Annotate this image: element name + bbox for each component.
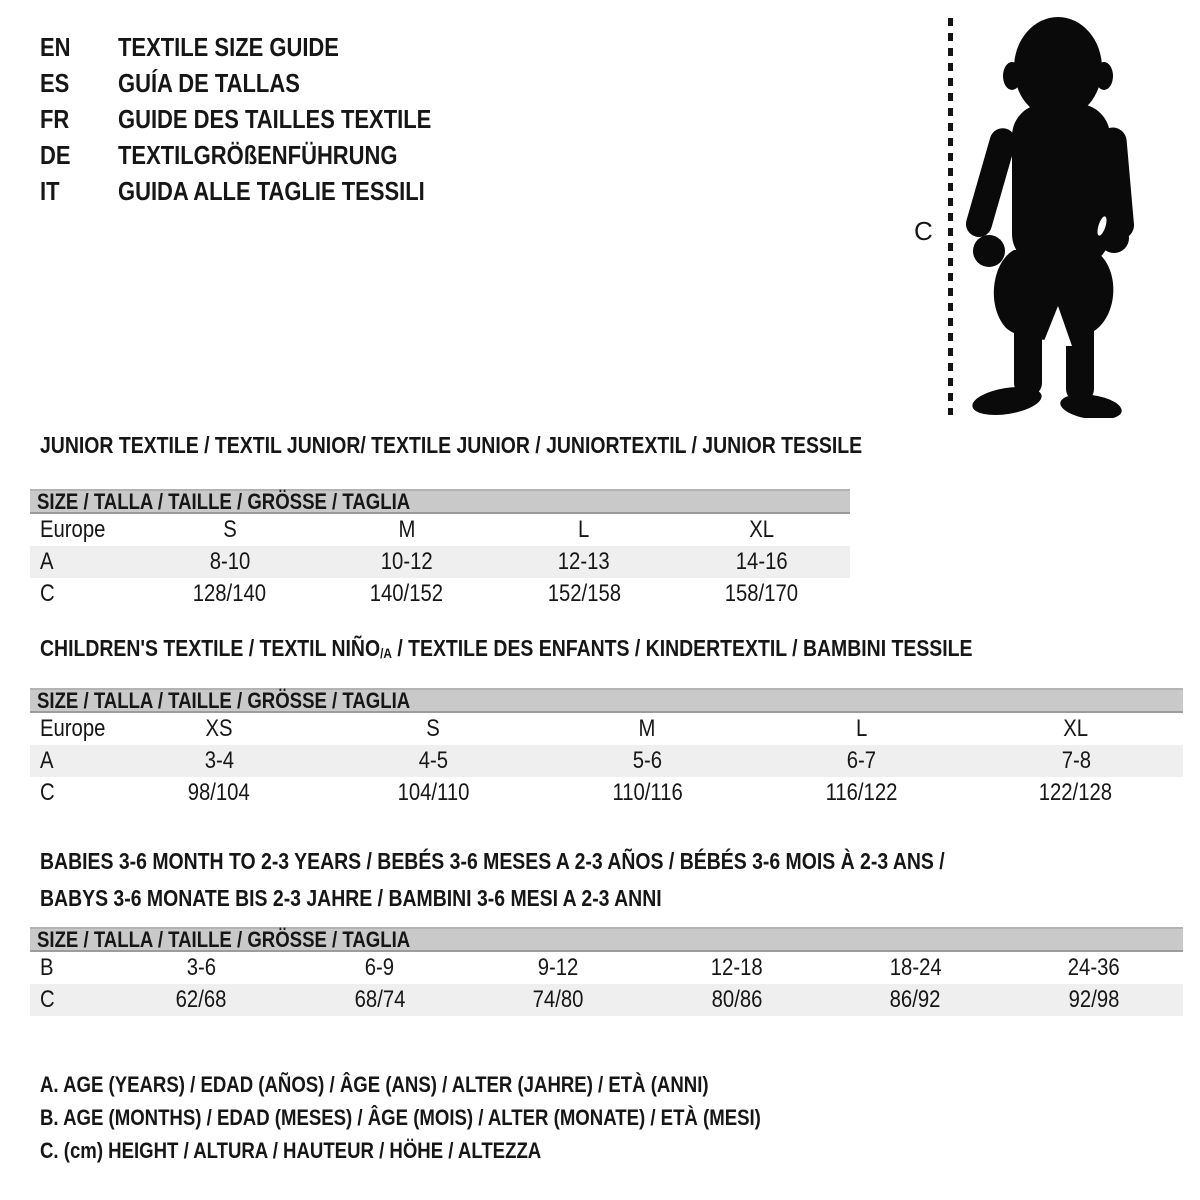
row-label: A [40,548,54,575]
children-size-table [30,713,1183,809]
language-code [40,173,118,209]
row-label: C [40,986,55,1013]
cell-value: 104/110 [397,779,470,806]
cell-value: 7-8 [1061,747,1091,774]
cell-value: 110/116 [612,779,683,806]
babies-heading-line1: BABIES 3-6 MONTH TO 2-3 YEARS / BEBÉS 3-6 MESES A 2-3 AÑOS / BÉBÉS 3-6 MOIS À 2-3 ANS / [40,848,945,874]
column-header: XS [205,715,233,742]
guide-title-text: TEXTILE SIZE GUIDE [118,32,339,62]
guide-title [118,137,489,173]
cell-value: 92/98 [1068,986,1120,1013]
language-code [40,65,118,101]
cell-value: 62/68 [175,986,227,1013]
cell-value: 116/122 [825,779,898,806]
table-row [30,745,1183,777]
column-header: M [639,715,656,742]
cell-value: 12-13 [558,548,611,575]
legend-line-c-text: C. (cm) HEIGHT / ALTURA / HAUTEUR / HÖHE / ALTEZZA [40,1138,542,1163]
language-title-block [40,29,489,209]
legend-line-b-text: B. AGE (MONTHS) / EDAD (MESES) / ÂGE (MOIS) / ALTER (MONATE) / ETÀ (MESI) [40,1105,761,1130]
children-heading-subscript: /A [380,645,392,661]
guide-title-text: GUIDE DES TAILLES TEXTILE [118,104,432,134]
column-header: L [578,516,590,543]
table-row [30,984,1183,1016]
junior-section-heading [40,431,1013,459]
babies-size-table [30,952,1183,1016]
cell-value: 10-12 [380,548,433,575]
cell-value: 86/92 [889,986,941,1013]
babies-size-header-bar [30,927,1183,952]
junior-size-header-bar [30,489,850,514]
cell-value: 74/80 [532,986,584,1013]
children-heading-text [40,634,973,667]
legend-line-a-text: A. AGE (YEARS) / EDAD (AÑOS) / ÂGE (ANS) / ALTER (JAHRE) / ETÀ (ANNI) [40,1072,709,1097]
children-size-header-bar [30,688,1183,713]
row-label: B [40,954,54,981]
children-section-heading [40,634,1144,667]
size-header-text: SIZE / TALLA / TAILLE / GRÖSSE / TAGLIA [37,489,411,514]
cell-value: 122/128 [1039,779,1113,806]
row-label: A [40,747,54,774]
language-code-text: ES [40,68,70,98]
language-code [40,29,118,65]
cell-value: 24-36 [1067,954,1120,981]
guide-title-text: TEXTILGRÖßENFÜHRUNG [118,140,398,170]
column-header: M [398,516,416,543]
toddler-silhouette-image [962,14,1140,418]
column-header: L [856,715,868,742]
height-measure-dashed-line [948,18,953,415]
cell-value: 4-5 [418,747,448,774]
table-row [30,952,1183,984]
table-row [30,777,1183,809]
cell-value: 6-7 [847,747,877,774]
cell-value: 6-9 [365,954,395,981]
table-row [30,546,850,578]
height-measure-label: C [914,216,933,246]
cell-value: 18-24 [889,954,942,981]
legend-line-a [40,1068,893,1101]
row-label: Europe [40,516,106,543]
cell-value: 5-6 [632,747,663,774]
junior-size-table [30,514,850,610]
cell-value: 128/140 [192,580,267,607]
column-header: XL [1063,715,1089,742]
legend-line-b [40,1101,893,1134]
children-heading-post: / TEXTILE DES ENFANTS / KINDERTEXTIL / BAMBINI TESSILE [391,635,973,661]
language-code-text: EN [40,32,71,62]
table-row [30,514,850,546]
cell-value: 3-6 [186,954,216,981]
row-label: C [40,779,55,806]
cell-value: 14-16 [735,548,788,575]
table-row [30,578,850,610]
measurement-legend [40,1068,893,1167]
cell-value: 12-18 [710,954,763,981]
language-code [40,101,118,137]
cell-value: 140/152 [370,580,444,607]
guide-title [118,173,489,209]
row-label: C [40,580,55,607]
column-header: S [426,715,441,742]
language-code-text: FR [40,104,70,134]
cell-value: 3-4 [204,747,234,774]
babies-section-heading [40,843,1111,917]
guide-title [118,101,489,137]
column-header: XL [748,516,774,543]
guide-title-text: GUIDA ALLE TAGLIE TESSILI [118,176,425,206]
language-code [40,137,118,173]
cell-value: 98/104 [188,779,251,806]
size-header-text: SIZE / TALLA / TAILLE / GRÖSSE / TAGLIA [37,688,411,713]
children-heading-pre: CHILDREN'S TEXTILE / TEXTIL NIÑO [40,635,381,661]
junior-heading-text: JUNIOR TEXTILE / TEXTIL JUNIOR/ TEXTILE JUNIOR / JUNIORTEXTIL / JUNIOR TESSILE [40,432,863,458]
legend-line-c [40,1134,893,1167]
cell-value: 8-10 [209,548,250,575]
row-label: Europe [40,715,106,742]
cell-value: 68/74 [354,986,406,1013]
babies-heading-line2: BABYS 3-6 MONATE BIS 2-3 JAHRE / BAMBINI 3-6 MESI A 2-3 ANNI [40,885,662,911]
cell-value: 152/158 [547,580,621,607]
language-code-text: DE [40,140,71,170]
language-code-text: IT [40,176,60,206]
guide-title-text: GUÍA DE TALLAS [118,68,300,98]
cell-value: 158/170 [724,580,799,607]
guide-title [118,65,489,101]
column-header: S [222,516,237,543]
cell-value: 80/86 [711,986,763,1013]
table-row [30,713,1183,745]
cell-value: 9-12 [537,954,579,981]
size-header-text: SIZE / TALLA / TAILLE / GRÖSSE / TAGLIA [37,927,411,952]
guide-title [118,29,489,65]
